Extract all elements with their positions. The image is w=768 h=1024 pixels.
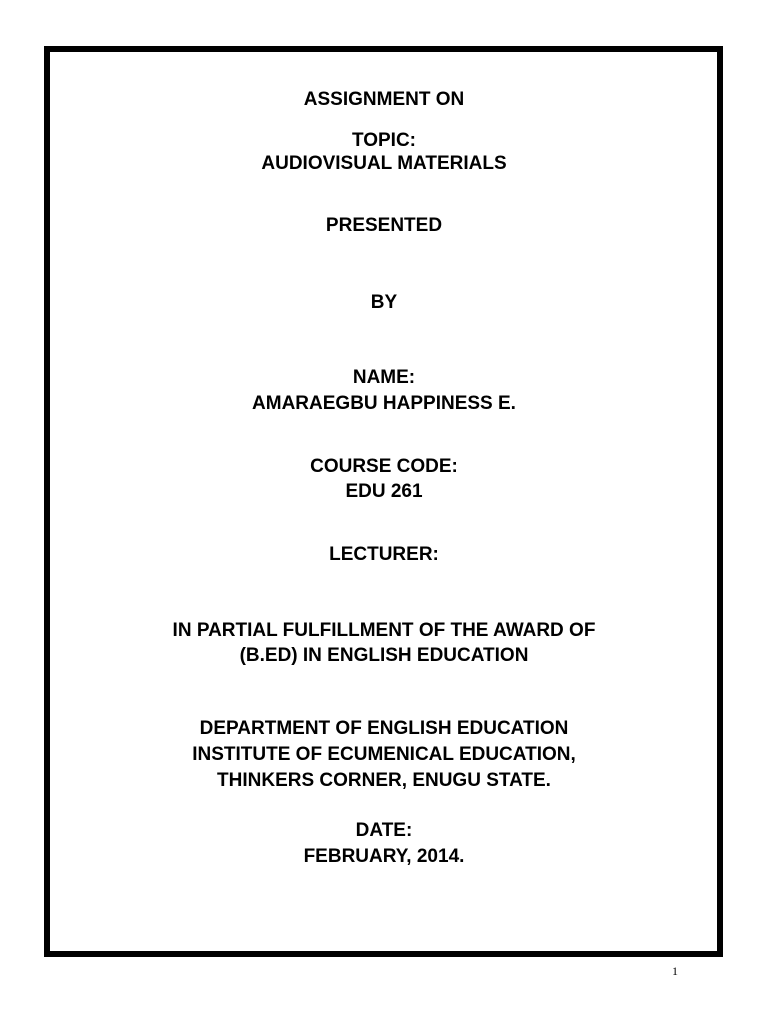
page-number: 1 [672,964,678,978]
department-line-3: THINKERS CORNER, ENUGU STATE. [217,770,551,791]
by-text: BY [370,292,398,313]
date-label: DATE: [355,820,413,841]
course-code-label: COURSE CODE: [310,456,458,477]
lecturer-label: LECTURER: [329,544,439,565]
fulfillment-line-2: (B.ED) IN ENGLISH EDUCATION [239,645,529,666]
topic-value: AUDIOVISUAL MATERIALS [261,153,507,174]
name-label: NAME: [352,367,416,388]
topic-label: TOPIC: [351,130,417,151]
department-line-2: INSTITUTE OF ECUMENICAL EDUCATION, [192,744,576,765]
fulfillment-line-1: IN PARTIAL FULFILLMENT OF THE AWARD OF [172,620,596,641]
assignment-heading: ASSIGNMENT ON [303,89,465,110]
department-line-1: DEPARTMENT OF ENGLISH EDUCATION [199,718,569,739]
course-code-value: EDU 261 [345,481,423,502]
date-value: FEBRUARY, 2014. [303,846,465,867]
presented-text: PRESENTED [325,215,443,236]
name-value: AMARAEGBU HAPPINESS E. [252,393,516,414]
